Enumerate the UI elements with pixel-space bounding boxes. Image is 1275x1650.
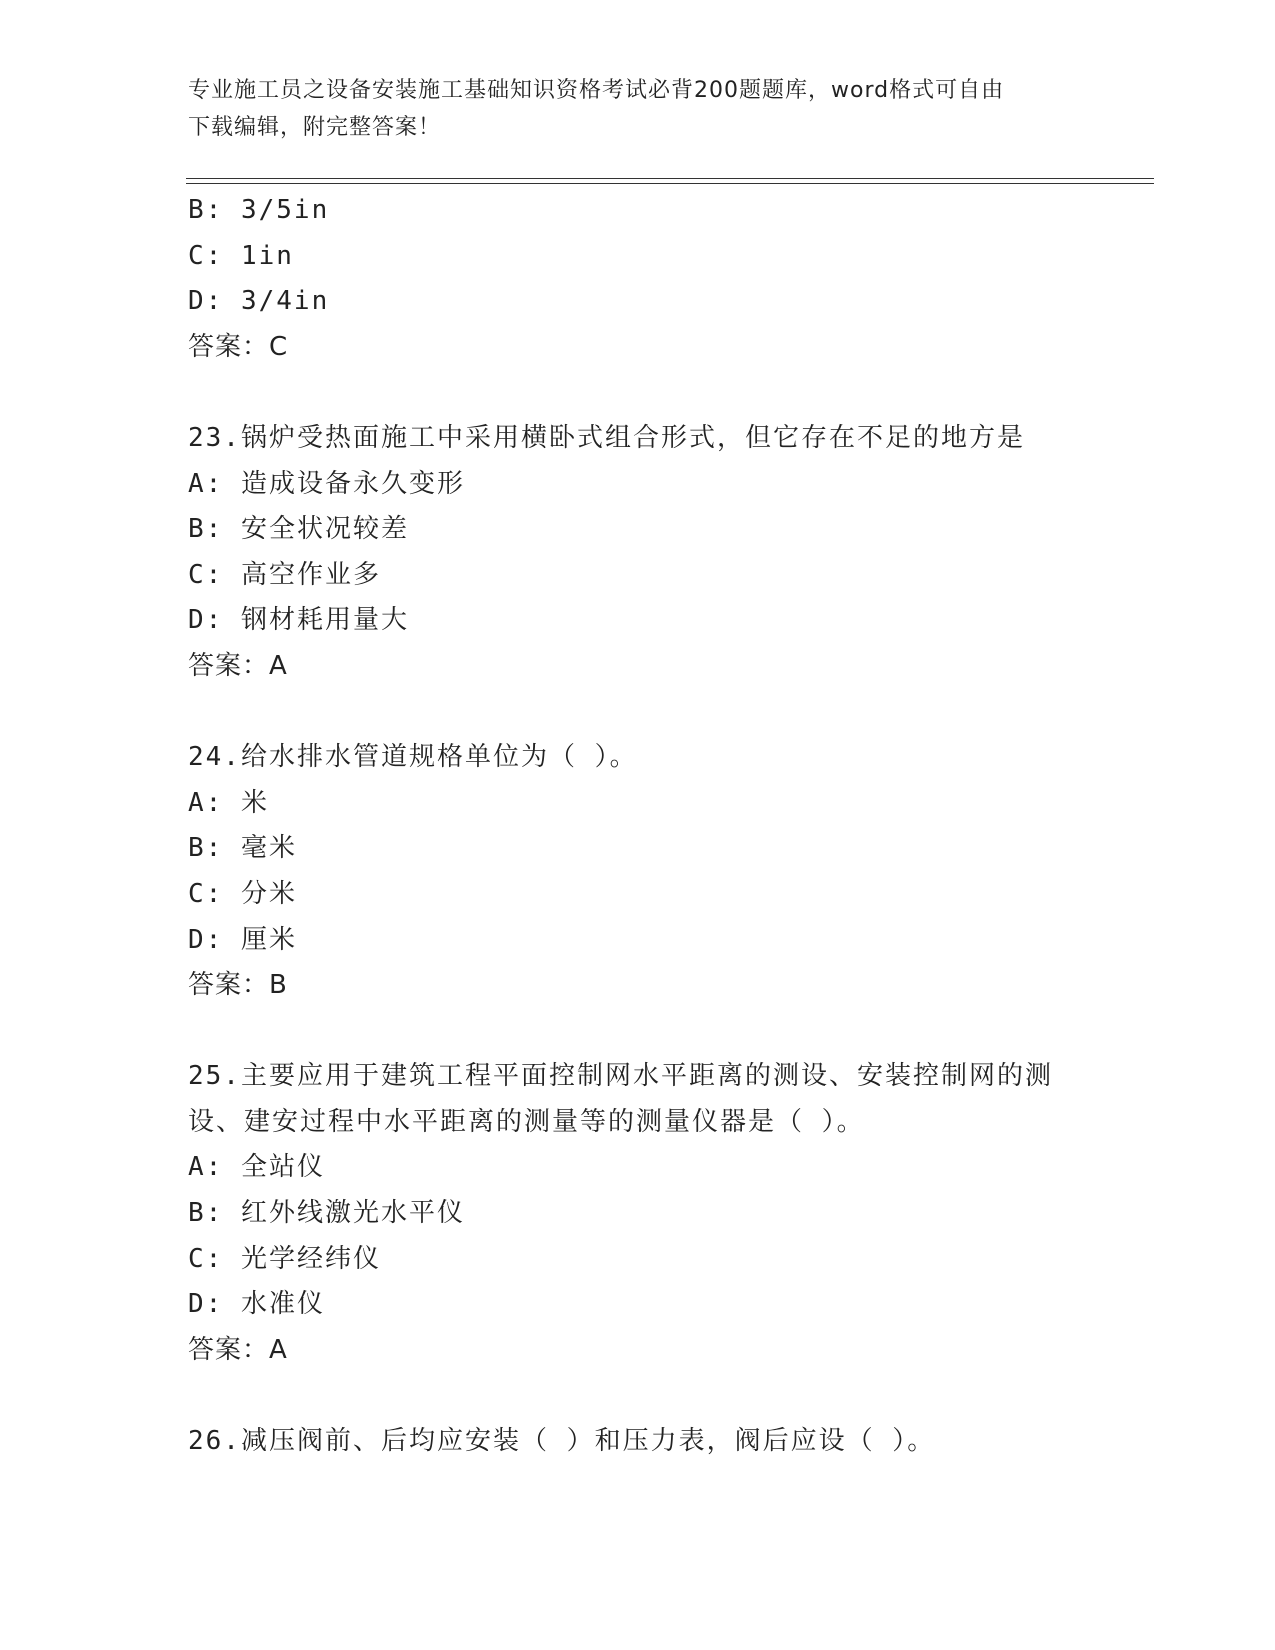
- option-c: C: 分米: [188, 878, 297, 909]
- header-line-1: 专业施工员之设备安装施工基础知识资格考试必背200题题库，word格式可自由: [188, 78, 1005, 103]
- header-rule-top: [186, 178, 1154, 179]
- header-rule-bottom: [186, 183, 1154, 184]
- option-b: B: 3/5in: [188, 195, 330, 225]
- option-d: D: 钢材耗用量大: [188, 605, 409, 636]
- option-d: D: 水准仪: [188, 1289, 325, 1320]
- answer: 答案：A: [188, 650, 288, 681]
- question-22-tail: [188, 188, 1148, 370]
- question-24: [188, 735, 1148, 1009]
- document-header: [188, 72, 1088, 146]
- option-d: D: 厘米: [188, 924, 297, 955]
- question-23: [188, 416, 1148, 690]
- option-a: A: 全站仪: [188, 1152, 325, 1183]
- option-c: C: 光学经纬仪: [188, 1243, 381, 1274]
- header-line-2: 下载编辑，附完整答案！: [188, 115, 442, 140]
- option-b: B: 毫米: [188, 833, 297, 864]
- option-a: A: 米: [188, 787, 269, 818]
- option-c: C: 1in: [188, 240, 294, 271]
- option-b: B: 安全状况较差: [188, 514, 409, 545]
- answer: 答案：B: [188, 970, 288, 1001]
- option-d: D: 3/4in: [188, 286, 330, 317]
- question-stem: 23.锅炉受热面施工中采用横卧式组合形式，但它存在不足的地方是: [188, 422, 1025, 453]
- question-stem: 26.减压阀前、后均应安装（ ）和压力表，阀后应设（ ）。: [188, 1426, 936, 1457]
- question-stem-line-1: 25.主要应用于建筑工程平面控制网水平距离的测设、安装控制网的测: [188, 1061, 1053, 1092]
- question-list: [188, 188, 1148, 1465]
- question-stem-line-2: 设、建安过程中水平距离的测量等的测量仪器是（ ）。: [188, 1106, 865, 1137]
- question-26: [188, 1419, 1148, 1465]
- answer: 答案：A: [188, 1334, 288, 1365]
- option-c: C: 高空作业多: [188, 559, 381, 590]
- answer: 答案：C: [188, 331, 289, 362]
- question-stem: 24.给水排水管道规格单位为（ ）。: [188, 742, 638, 773]
- option-a: A: 造成设备永久变形: [188, 468, 465, 499]
- option-b: B: 红外线激光水平仪: [188, 1198, 465, 1229]
- question-25: [188, 1054, 1148, 1373]
